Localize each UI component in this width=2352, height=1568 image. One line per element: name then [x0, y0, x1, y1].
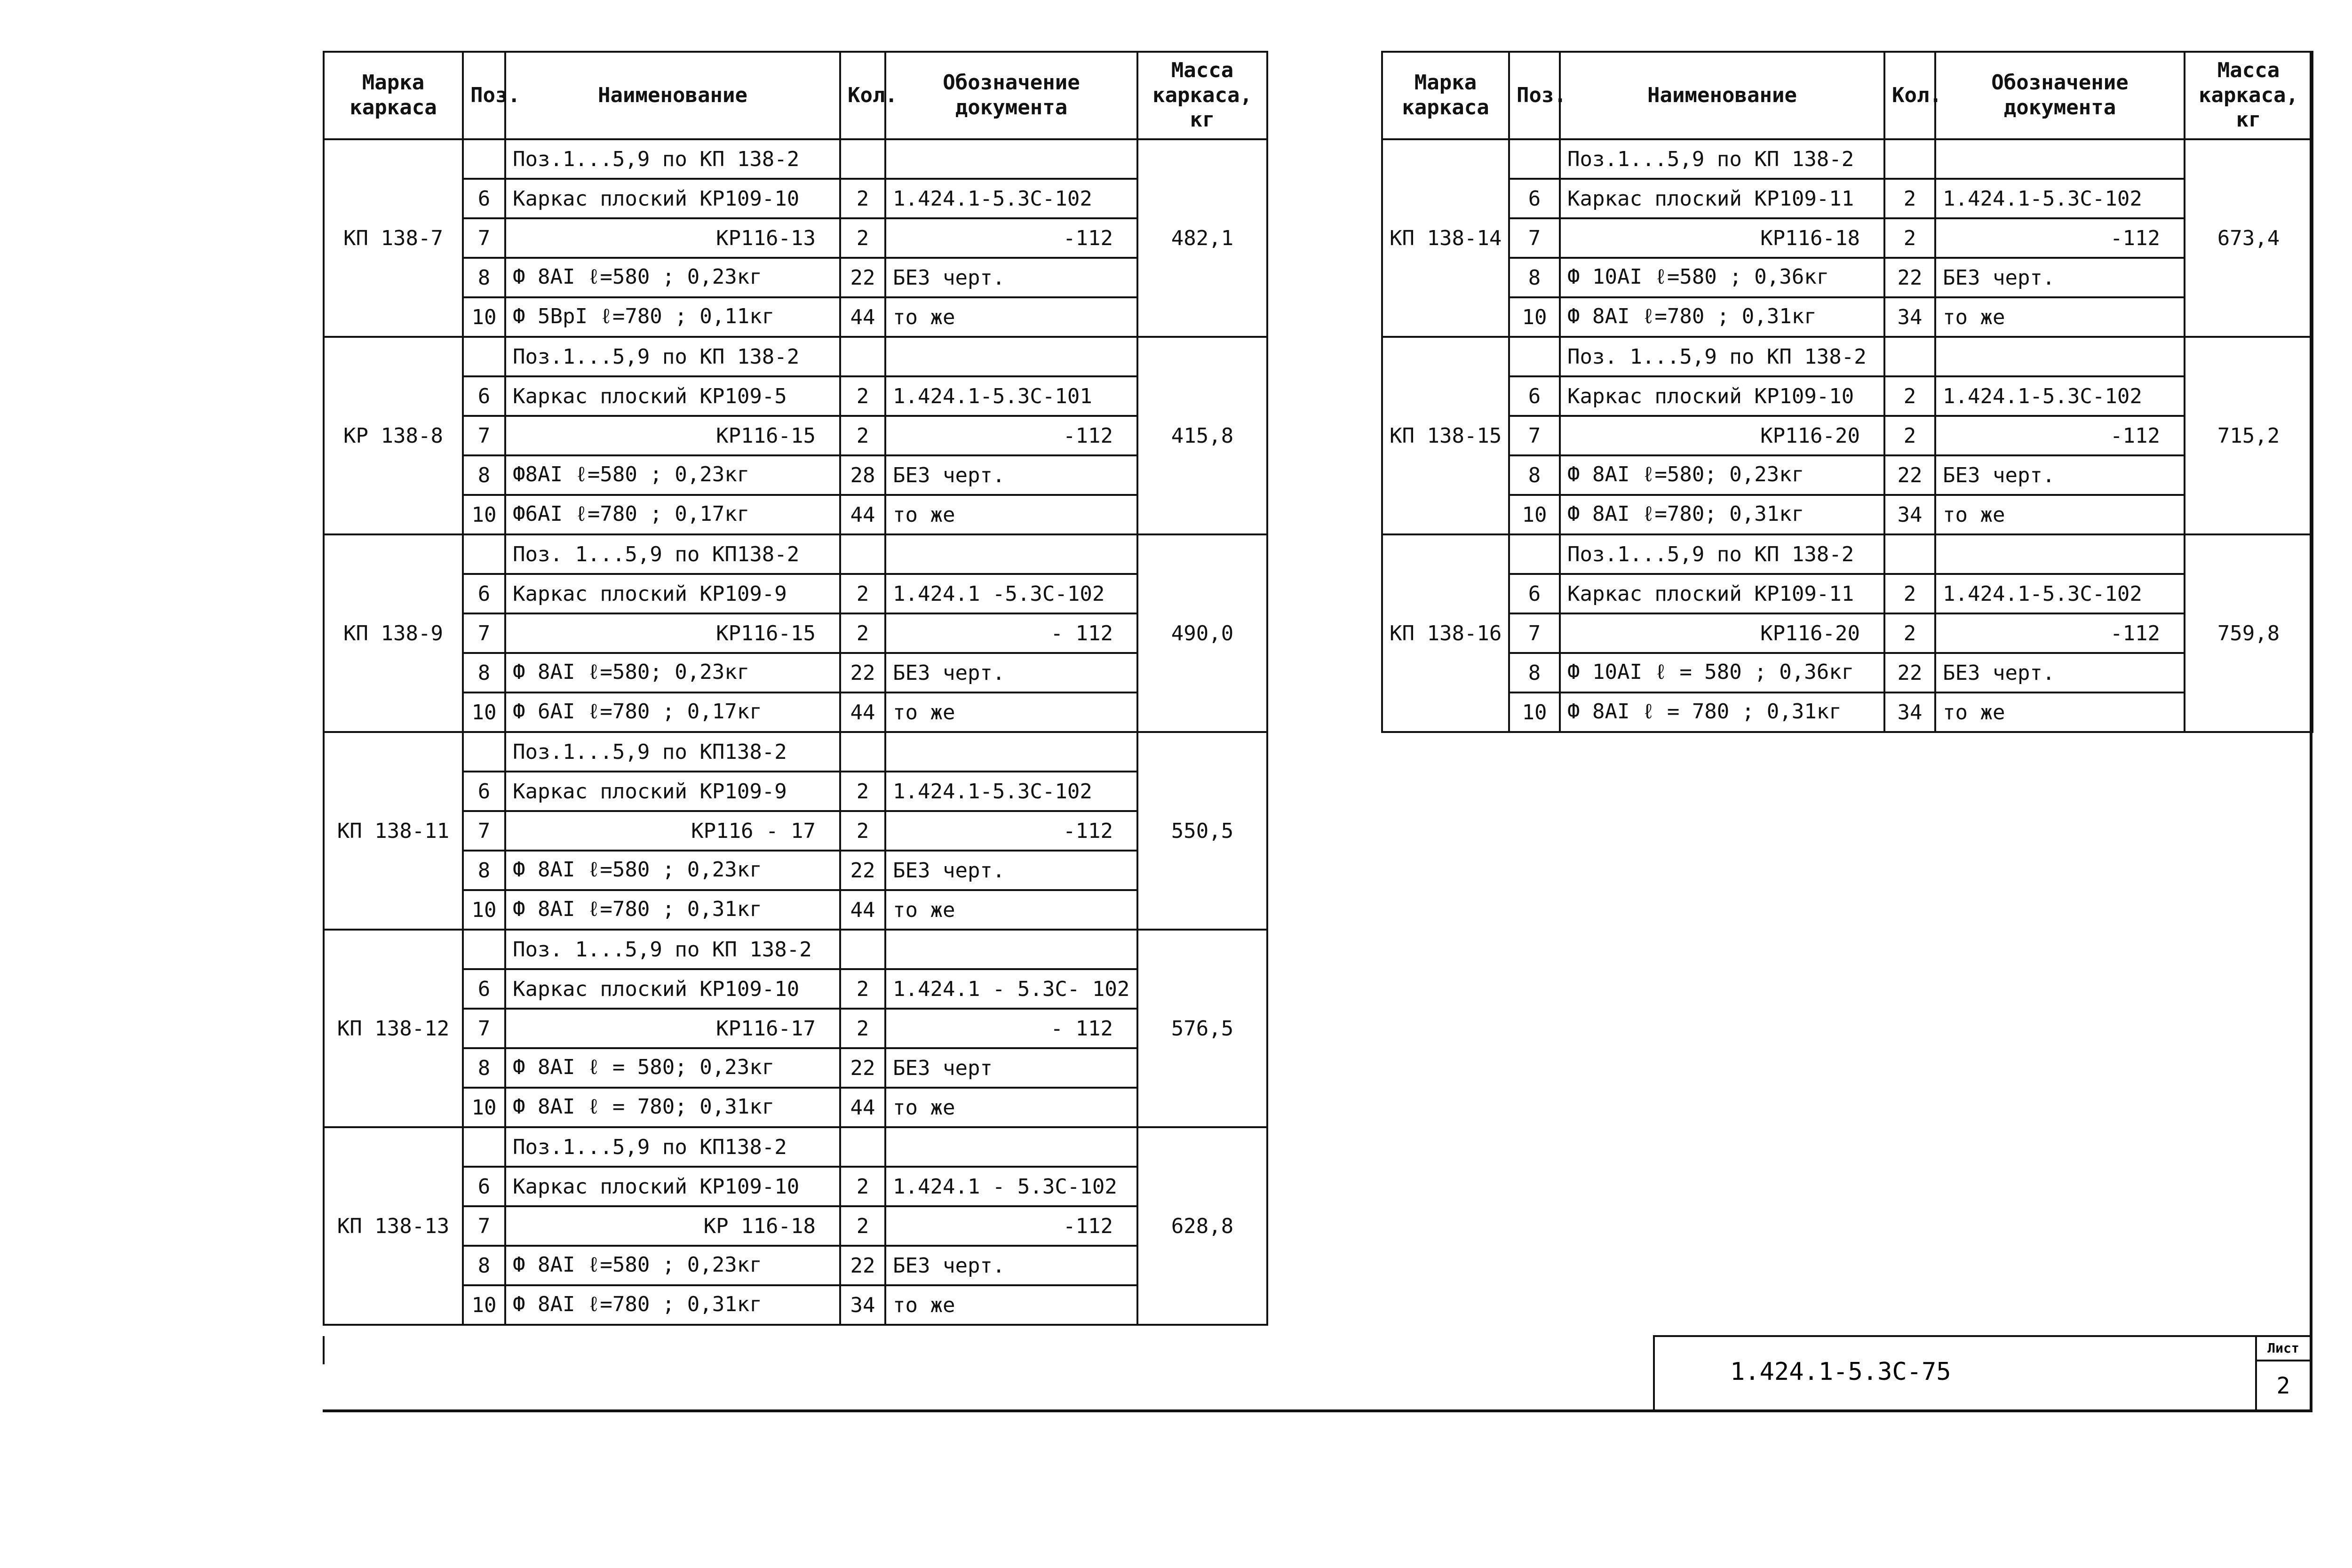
name-cell: Ф 8АI ℓ=780 ; 0,31кг	[1560, 297, 1884, 337]
position-cell: 6	[1509, 179, 1560, 218]
position-cell: 10	[1509, 692, 1560, 732]
quantity-cell: 2	[1884, 218, 1935, 258]
name-cell: Ф 5ВрI ℓ=780 ; 0,11кг	[505, 297, 840, 337]
name-cell: Каркас плоский КР109-11	[1560, 574, 1884, 613]
document-cell: БЕЗ черт.	[1935, 258, 2185, 297]
name-cell: Ф 8АI ℓ=780 ; 0,31кг	[505, 1285, 840, 1325]
position-cell	[463, 732, 505, 772]
document-cell: то же	[885, 692, 1137, 732]
table-row	[324, 139, 1267, 179]
name-cell: КР116-13	[505, 218, 840, 258]
quantity-cell: 2	[1884, 574, 1935, 613]
table-row	[324, 772, 1267, 811]
table-row	[324, 1167, 1267, 1206]
name-cell: Каркас плоский КР109-11	[1560, 179, 1884, 218]
frame-mass: 482,1	[1137, 139, 1267, 337]
table-row	[324, 574, 1267, 613]
quantity-cell	[840, 732, 885, 772]
name-cell: Каркас плоский КР109-5	[505, 376, 840, 416]
position-cell: 6	[1509, 376, 1560, 416]
table-row	[324, 179, 1267, 218]
frame-mark: КП 138-12	[324, 930, 463, 1127]
document-cell: то же	[885, 1285, 1137, 1325]
table-row	[1382, 376, 2312, 416]
frame-mark: КП 138-16	[1382, 534, 1509, 732]
document-cell: 1.424.1-5.3С-102	[1935, 179, 2185, 218]
name-cell: Каркас плоский КР109-10	[505, 969, 840, 1009]
frame-mass: 576,5	[1137, 930, 1267, 1127]
name-cell: Поз.1...5,9 по КП 138-2	[1560, 139, 1884, 179]
position-cell: 7	[463, 811, 505, 851]
spec-body-right	[1382, 139, 2312, 732]
document-cell: - 112	[885, 1009, 1137, 1048]
name-cell: КР116-18	[1560, 218, 1884, 258]
position-cell: 8	[463, 1048, 505, 1088]
position-cell: 6	[463, 1167, 505, 1206]
position-cell: 6	[463, 574, 505, 613]
header-mass: Масса каркаса, кг	[1137, 52, 1267, 139]
document-cell: 1.424.1 -5.3С-102	[885, 574, 1137, 613]
name-cell: Ф 8АI ℓ=580 ; 0,23кг	[505, 258, 840, 297]
position-cell	[1509, 337, 1560, 376]
spec-table-right	[1381, 51, 2313, 733]
quantity-cell: 22	[840, 258, 885, 297]
quantity-cell: 44	[840, 890, 885, 930]
table-row	[324, 930, 1267, 969]
position-cell: 10	[463, 495, 505, 534]
frame-mass: 759,8	[2185, 534, 2312, 732]
position-cell: 10	[463, 297, 505, 337]
document-cell: 1.424.1-5.3С-102	[1935, 376, 2185, 416]
document-cell	[1935, 139, 2185, 179]
frame-mark: КР 138-8	[324, 337, 463, 534]
name-cell: Поз. 1...5,9 по КП 138-2	[505, 930, 840, 969]
document-code: 1.424.1-5.3С-75	[1730, 1358, 1951, 1386]
document-cell: -112	[1935, 218, 2185, 258]
frame-mark: КП 138-9	[324, 534, 463, 732]
frame-mark: КП 138-11	[324, 732, 463, 930]
document-cell: -112	[1935, 416, 2185, 455]
spec-body-left	[324, 139, 1267, 1325]
name-cell: Ф 10АI ℓ=580 ; 0,36кг	[1560, 258, 1884, 297]
name-cell: Ф 6АI ℓ=780 ; 0,17кг	[505, 692, 840, 732]
quantity-cell: 44	[840, 297, 885, 337]
position-cell: 8	[1509, 258, 1560, 297]
name-cell: КР116-15	[505, 613, 840, 653]
table-row	[324, 297, 1267, 337]
document-cell: то же	[885, 297, 1137, 337]
position-cell	[463, 139, 505, 179]
document-cell	[1935, 337, 2185, 376]
table-row	[324, 1246, 1267, 1285]
position-cell: 10	[1509, 297, 1560, 337]
frame-mass: 415,8	[1137, 337, 1267, 534]
name-cell: Поз.1...5,9 по КП 138-2	[505, 337, 840, 376]
table-row	[324, 376, 1267, 416]
document-cell: - 112	[885, 613, 1137, 653]
position-cell: 7	[1509, 416, 1560, 455]
table-row	[324, 732, 1267, 772]
frame-mass: 715,2	[2185, 337, 2312, 534]
quantity-cell: 2	[840, 1009, 885, 1048]
quantity-cell: 28	[840, 455, 885, 495]
name-cell: Ф 8АI ℓ = 780 ; 0,31кг	[1560, 692, 1884, 732]
position-cell: 7	[463, 1206, 505, 1246]
quantity-cell: 2	[840, 772, 885, 811]
frame-mass: 550,5	[1137, 732, 1267, 930]
position-cell: 10	[1509, 495, 1560, 534]
name-cell: Каркас плоский КР109-10	[505, 1167, 840, 1206]
quantity-cell: 34	[1884, 297, 1935, 337]
position-cell: 10	[463, 1088, 505, 1127]
document-cell: 1.424.1-5.3С-102	[885, 179, 1137, 218]
table-row	[1382, 337, 2312, 376]
document-cell: 1.424.1 - 5.3С-102	[885, 1167, 1137, 1206]
table-row	[1382, 692, 2312, 732]
table-row	[1382, 297, 2312, 337]
table-row	[324, 495, 1267, 534]
quantity-cell: 34	[1884, 692, 1935, 732]
header-row	[324, 52, 1267, 139]
header-mark: Марка каркаса	[1382, 52, 1509, 139]
position-cell: 8	[1509, 653, 1560, 692]
quantity-cell: 22	[840, 653, 885, 692]
document-cell: БЕЗ черт.	[885, 258, 1137, 297]
position-cell: 10	[463, 692, 505, 732]
quantity-cell: 2	[1884, 179, 1935, 218]
quantity-cell: 2	[840, 969, 885, 1009]
document-cell	[885, 337, 1137, 376]
header-qty: Кол.	[1884, 52, 1935, 139]
document-cell: БЕЗ черт.	[1935, 653, 2185, 692]
name-cell: Ф 8АI ℓ=580; 0,23кг	[505, 653, 840, 692]
document-cell: -112	[885, 1206, 1137, 1246]
document-cell: то же	[1935, 495, 2185, 534]
position-cell	[463, 534, 505, 574]
name-cell: Ф6АI ℓ=780 ; 0,17кг	[505, 495, 840, 534]
table-row	[324, 613, 1267, 653]
position-cell: 8	[463, 455, 505, 495]
position-cell	[463, 1127, 505, 1167]
quantity-cell	[840, 534, 885, 574]
table-row	[324, 534, 1267, 574]
frame-mark: КП 138-14	[1382, 139, 1509, 337]
frame-right-line	[2310, 51, 2312, 1412]
quantity-cell	[1884, 337, 1935, 376]
frame-mark: КП 138-15	[1382, 337, 1509, 534]
table-row	[324, 1009, 1267, 1048]
position-cell: 6	[463, 179, 505, 218]
sheet-box	[2255, 1337, 2310, 1411]
header-doc: Обозначение документа	[885, 52, 1137, 139]
name-cell: Каркас плоский КР109-10	[1560, 376, 1884, 416]
position-cell: 7	[1509, 613, 1560, 653]
table-row	[1382, 574, 2312, 613]
position-cell: 8	[463, 1246, 505, 1285]
name-cell: Ф 8АI ℓ=780; 0,31кг	[1560, 495, 1884, 534]
table-row	[324, 416, 1267, 455]
position-cell	[463, 337, 505, 376]
header-name: Наименование	[505, 52, 840, 139]
table-row	[324, 1127, 1267, 1167]
table-row	[324, 1285, 1267, 1325]
position-cell: 8	[1509, 455, 1560, 495]
frame-mark: КП 138-13	[324, 1127, 463, 1325]
name-cell: Ф 8АI ℓ=580 ; 0,23кг	[505, 1246, 840, 1285]
document-cell: -112	[885, 218, 1137, 258]
header-mass: Масса каркаса, кг	[2185, 52, 2312, 139]
table-row	[324, 653, 1267, 692]
document-cell	[1935, 534, 2185, 574]
sheet-number: 2	[2276, 1373, 2290, 1399]
quantity-cell: 34	[840, 1285, 885, 1325]
header-pos: Поз.	[1509, 52, 1560, 139]
name-cell: КР116 - 17	[505, 811, 840, 851]
position-cell: 8	[463, 851, 505, 890]
quantity-cell: 2	[840, 1167, 885, 1206]
document-cell: то же	[1935, 297, 2185, 337]
document-cell: БЕЗ черт.	[1935, 455, 2185, 495]
name-cell: Ф 8АI ℓ=580 ; 0,23кг	[505, 851, 840, 890]
quantity-cell: 2	[1884, 376, 1935, 416]
position-cell: 6	[1509, 574, 1560, 613]
frame-mark: КП 138-7	[324, 139, 463, 337]
quantity-cell: 34	[1884, 495, 1935, 534]
document-cell: БЕЗ черт.	[885, 653, 1137, 692]
name-cell: КР116-17	[505, 1009, 840, 1048]
frame-left-tick	[323, 1336, 325, 1364]
table-row	[324, 692, 1267, 732]
table-row	[324, 337, 1267, 376]
name-cell: Ф 10АI ℓ = 580 ; 0,36кг	[1560, 653, 1884, 692]
position-cell: 6	[463, 772, 505, 811]
document-cell: то же	[1935, 692, 2185, 732]
table-row	[1382, 653, 2312, 692]
table-row	[324, 258, 1267, 297]
document-cell: БЕЗ черт.	[885, 1246, 1137, 1285]
document-cell	[885, 930, 1137, 969]
table-row	[1382, 139, 2312, 179]
position-cell: 8	[463, 258, 505, 297]
header-doc: Обозначение документа	[1935, 52, 2185, 139]
table-row	[1382, 416, 2312, 455]
table-row	[1382, 455, 2312, 495]
header-qty: Кол.	[840, 52, 885, 139]
name-cell: КР116-20	[1560, 416, 1884, 455]
header-mark: Марка каркаса	[324, 52, 463, 139]
document-cell: 1.424.1-5.3С-102	[1935, 574, 2185, 613]
name-cell: Ф 8АI ℓ=580; 0,23кг	[1560, 455, 1884, 495]
name-cell: Ф 8АI ℓ=780 ; 0,31кг	[505, 890, 840, 930]
quantity-cell	[1884, 139, 1935, 179]
document-cell: БЕЗ черт.	[885, 455, 1137, 495]
table-row	[324, 811, 1267, 851]
quantity-cell	[840, 1127, 885, 1167]
name-cell: КР 116-18	[505, 1206, 840, 1246]
position-cell: 7	[463, 613, 505, 653]
document-cell: то же	[885, 495, 1137, 534]
document-cell	[885, 1127, 1137, 1167]
quantity-cell: 22	[840, 851, 885, 890]
name-cell: Каркас плоский КР109-9	[505, 772, 840, 811]
table-row	[1382, 179, 2312, 218]
table-row	[324, 1206, 1267, 1246]
table-row	[1382, 258, 2312, 297]
document-cell	[885, 139, 1137, 179]
name-cell: Поз.1...5,9 по КП138-2	[505, 1127, 840, 1167]
table-row	[1382, 613, 2312, 653]
quantity-cell	[840, 930, 885, 969]
quantity-cell: 2	[840, 218, 885, 258]
quantity-cell: 22	[840, 1048, 885, 1088]
document-cell: 1.424.1 - 5.3С- 102	[885, 969, 1137, 1009]
position-cell: 10	[463, 890, 505, 930]
document-cell	[885, 534, 1137, 574]
document-cell: 1.424.1-5.3С-101	[885, 376, 1137, 416]
table-row	[324, 969, 1267, 1009]
spec-table-left	[323, 51, 1268, 1326]
name-cell: Каркас плоский КР109-10	[505, 179, 840, 218]
name-cell: Каркас плоский КР109-9	[505, 574, 840, 613]
name-cell: Поз. 1...5,9 по КП 138-2	[1560, 337, 1884, 376]
position-cell: 10	[463, 1285, 505, 1325]
quantity-cell: 2	[840, 613, 885, 653]
document-cell	[885, 732, 1137, 772]
quantity-cell: 44	[840, 1088, 885, 1127]
position-cell	[1509, 139, 1560, 179]
position-cell: 7	[463, 416, 505, 455]
name-cell: КР116-15	[505, 416, 840, 455]
header-row	[1382, 52, 2312, 139]
quantity-cell: 22	[1884, 653, 1935, 692]
position-cell: 6	[463, 376, 505, 416]
table-row	[324, 851, 1267, 890]
quantity-cell: 44	[840, 692, 885, 732]
position-cell: 8	[463, 653, 505, 692]
document-cell: БЕЗ черт.	[885, 851, 1137, 890]
quantity-cell: 2	[840, 179, 885, 218]
position-cell: 6	[463, 969, 505, 1009]
quantity-cell	[1884, 534, 1935, 574]
quantity-cell: 2	[840, 1206, 885, 1246]
sheet-label: Лист	[2257, 1337, 2310, 1361]
name-cell: Ф 8АI ℓ = 580; 0,23кг	[505, 1048, 840, 1088]
name-cell: КР116-20	[1560, 613, 1884, 653]
table-row	[324, 218, 1267, 258]
name-cell: Поз.1...5,9 по КП 138-2	[505, 139, 840, 179]
quantity-cell: 2	[840, 574, 885, 613]
quantity-cell: 2	[1884, 613, 1935, 653]
table-row	[1382, 495, 2312, 534]
quantity-cell: 44	[840, 495, 885, 534]
header-pos: Поз.	[463, 52, 505, 139]
table-row	[324, 1088, 1267, 1127]
frame-mass: 628,8	[1137, 1127, 1267, 1325]
quantity-cell: 22	[840, 1246, 885, 1285]
table-row	[324, 890, 1267, 930]
position-cell: 7	[1509, 218, 1560, 258]
name-cell: Ф8АI ℓ=580 ; 0,23кг	[505, 455, 840, 495]
quantity-cell	[840, 337, 885, 376]
quantity-cell	[840, 139, 885, 179]
table-row	[324, 455, 1267, 495]
quantity-cell: 22	[1884, 258, 1935, 297]
quantity-cell: 2	[840, 811, 885, 851]
quantity-cell: 2	[840, 376, 885, 416]
header-name: Наименование	[1560, 52, 1884, 139]
quantity-cell: 22	[1884, 455, 1935, 495]
document-cell: 1.424.1-5.3С-102	[885, 772, 1137, 811]
frame-mass: 490,0	[1137, 534, 1267, 732]
document-cell: то же	[885, 890, 1137, 930]
position-cell	[1509, 534, 1560, 574]
document-cell: то же	[885, 1088, 1137, 1127]
position-cell	[463, 930, 505, 969]
frame-mass: 673,4	[2185, 139, 2312, 337]
document-cell: -112	[1935, 613, 2185, 653]
document-cell: -112	[885, 416, 1137, 455]
name-cell: Поз. 1...5,9 по КП138-2	[505, 534, 840, 574]
name-cell: Поз.1...5,9 по КП 138-2	[1560, 534, 1884, 574]
position-cell: 7	[463, 1009, 505, 1048]
table-row	[1382, 218, 2312, 258]
quantity-cell: 2	[1884, 416, 1935, 455]
table-row	[324, 1048, 1267, 1088]
name-cell: Поз.1...5,9 по КП138-2	[505, 732, 840, 772]
title-block	[1653, 1335, 2312, 1411]
position-cell: 7	[463, 218, 505, 258]
name-cell: Ф 8АI ℓ = 780; 0,31кг	[505, 1088, 840, 1127]
document-cell: БЕЗ черт	[885, 1048, 1137, 1088]
table-row	[1382, 534, 2312, 574]
document-cell: -112	[885, 811, 1137, 851]
quantity-cell: 2	[840, 416, 885, 455]
